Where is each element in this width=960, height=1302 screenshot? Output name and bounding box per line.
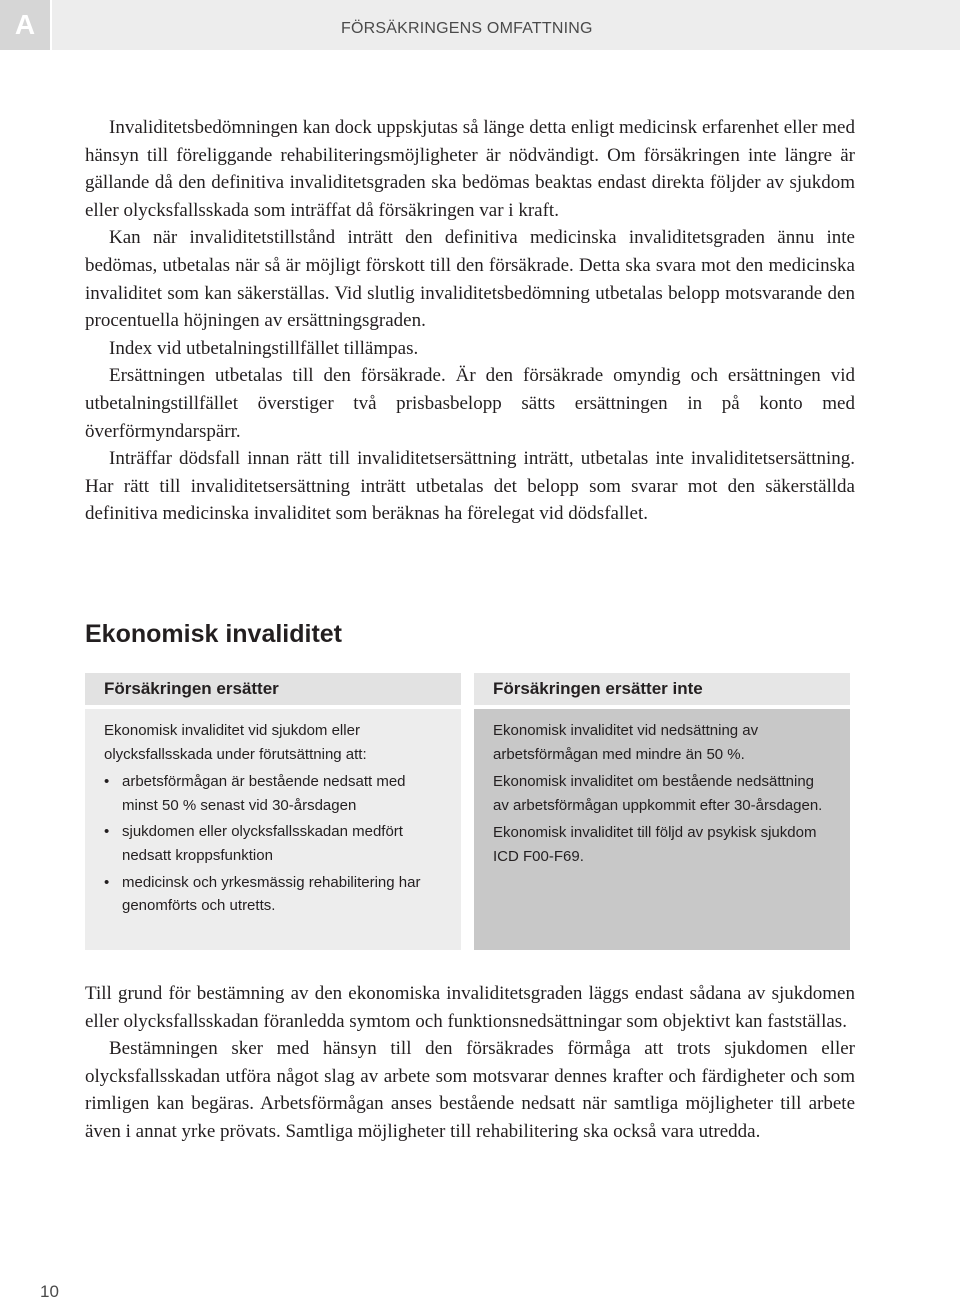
list-item	[104, 770, 441, 817]
paragraph: Bestämningen sker med hänsyn till den försäkrades förmåga att trots sjukdomen eller olycksfallsskadan utföra något slag av arbete som motsvarar dennes krafter och färdigheter och som rimligen kan begäras. Arbetsförmågan anses bestående nedsatt när samtliga möjligheter till arbete även i annat yrke prövats. Samtliga möjligheter till rehabilitering ska också vara utredda.	[85, 1038, 855, 1142]
paragraph: Invaliditetsbedömningen kan dock uppskjutas så länge detta enligt medicinsk erfarenhet eller med hänsyn till föreliggande rehabiliteringsmöjligheter är nödvändigt. Om försäkringen inte längre är gällande då den definitiva invaliditetsgraden ska bedömas beaktas endast direkta följder av sjukdom eller olycksfallsskada som inträffat då försäkringen var i kraft.	[85, 117, 855, 221]
excluded-item: Ekonomisk invaliditet om bestående nedsättning av arbetsförmågan uppkommit efter 30-årsdagen.	[493, 773, 823, 814]
excluded-box-body	[474, 709, 850, 869]
paragraph: Ersättningen utbetalas till den försäkrade. Är den försäkrade omyndig och ersättningen vid utbetalningstillfället överstiger två prisbasbelopp sätts ersättningen in på konto med överförmyndarspärr.	[85, 365, 855, 442]
list-item	[104, 820, 441, 867]
paragraph: Till grund för bestämning av den ekonomiska invaliditetsgraden läggs endast sådana av sjukdomen eller olycksfallsskadan föranledda symtom och funktionsnedsättningar som objektivt kan fastställas.	[85, 983, 855, 1032]
covered-box-title: Försäkringen ersätter	[85, 673, 461, 705]
list-item	[104, 871, 441, 918]
section-heading: Ekonomisk invaliditet	[85, 620, 343, 648]
section-letter-tab: A	[0, 0, 50, 50]
covered-box-intro: Ekonomisk invaliditet vid sjukdom eller olycksfallsskada under förutsättning att:	[104, 722, 367, 763]
bullet-icon: •	[104, 873, 110, 891]
covered-box	[85, 673, 461, 950]
list-item-text: sjukdomen eller olycksfallsskadan medfört nedsatt kroppsfunktion	[122, 823, 403, 864]
page-number: 10	[40, 1282, 59, 1301]
running-head: FÖRSÄKRINGENS OMFATTNING	[341, 20, 593, 37]
covered-box-body	[85, 709, 461, 918]
list-item-text: medicinsk och yrkesmässig rehabilitering har genomförts och utretts.	[122, 873, 421, 915]
excluded-box	[474, 673, 850, 950]
excluded-item: Ekonomisk invaliditet vid nedsättning av arbetsförmågan med mindre än 50 %.	[493, 722, 759, 763]
covered-list	[104, 770, 441, 918]
paragraph: Kan när invaliditetstillstånd inträtt den definitiva medicinska invaliditetsgraden ännu inte bedömas, utbetalas när så är möjligt förskott till den försäkrade. Detta ska svara mot den medicinska invaliditet som kan säkerställas. Vid slutlig invaliditetsbedömning utbetalas belopp motsvarande den procentuella höjningen av ersättningsgraden.	[85, 227, 855, 332]
top-body-text	[85, 114, 855, 528]
excluded-box-title: Försäkringen ersätter inte	[474, 673, 850, 705]
bullet-icon: •	[104, 773, 110, 791]
paragraph: Inträffar dödsfall innan rätt till invaliditetsersättning inträtt, utbetalas inte invaliditetsersättning. Har rätt till invaliditetsersättning inträtt utbetalas det belopp som svarar mot den säkerställda definitiva medicinska invaliditet som beräknas ha förelegat vid dödsfallet.	[85, 448, 855, 525]
bottom-body-text	[85, 980, 855, 1146]
list-item-text: arbetsförmågan är bestående nedsatt med minst 50 % senast vid 30-årsdagen	[122, 773, 406, 814]
excluded-item: Ekonomisk invaliditet till följd av psykisk sjukdom ICD F00-F69.	[493, 824, 817, 865]
bullet-icon: •	[104, 823, 110, 841]
paragraph: Index vid utbetalningstillfället tillämpas.	[109, 337, 419, 359]
